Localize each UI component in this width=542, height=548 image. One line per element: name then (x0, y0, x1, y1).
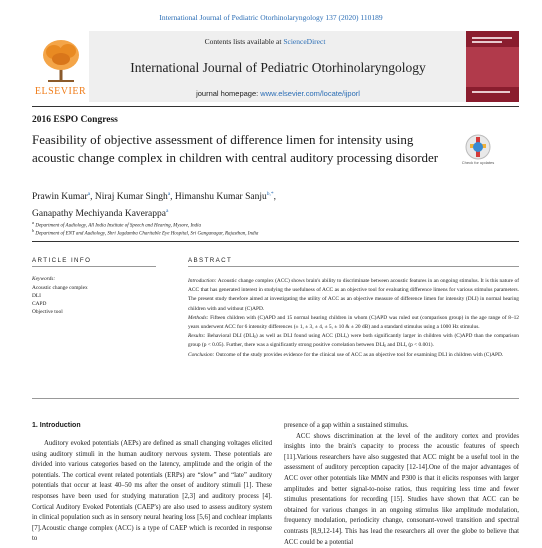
abstract-conclusion (188, 351, 519, 360)
author-list (32, 187, 432, 221)
abstract-section-label: Introduction: (188, 278, 217, 284)
journal-reference[interactable]: International Journal of Pediatric Otorhinolaryngology 137 (2020) 110189 (159, 13, 383, 22)
paper-title: Feasibility of objective assessment of difference limen for intensity using acoustic change complex in children with central auditory processing disorder (32, 132, 439, 165)
abstract-divider (32, 398, 519, 399)
cover-line (472, 41, 502, 43)
author-name[interactable]: Niraj Kumar Singh (94, 192, 168, 203)
author-affil-mark[interactable]: b,* (266, 191, 274, 197)
abstract-text: Fifteen children with (C)APD and 15 normal hearing children in whom (C)APD was ruled out (comparison group) in the age range of 8–12 years underwent ACC for 6 intensity differences (± 1, ± 3, ± 4, ± 5, ± 10 & ± 20 dB) and a standard stimulus using a 1000 Hz stimulus. (188, 314, 519, 331)
sciencedirect-link[interactable]: ScienceDirect (283, 37, 326, 46)
elsevier-logo[interactable] (32, 31, 89, 102)
body-paragraph: ACC shows discrimination at the level of the auditory cortex and provides insights into the brain's capacity to process the acoustic features of speech [11].Various researchers have also suggested that ACC might be a useful tool in the assessment of auditory perception capacity [12-14].One of the major advantages of ACC over other potentials like MMN and P300 is that it elicits responses with larger amplitudes and better signal-to-noise ratios, thus requiring less time and fewer stimulus presentations for recording [15]. Studies have shown that ACC can be obtained for various changes in an ongoing stimulus like amplitude modulation, frequency modulation, periodicity change, consonant-vowel transition and spectral contrasts [8,9,12-14]. This has lead the researchers all over the globe to believe that ACC could be a potential (284, 432, 519, 546)
body-column-right (284, 421, 519, 548)
abstract-rule (188, 266, 519, 267)
author-name[interactable]: Prawin Kumar (32, 192, 88, 203)
crossmark-label: Check for updates (461, 160, 495, 165)
body-paragraph: presence of a gap within a sustained stimulus. (284, 422, 409, 429)
author-affil-mark[interactable]: a (167, 191, 171, 197)
publisher-name: ELSEVIER (34, 86, 87, 97)
keyword-item: Objective tool (32, 309, 63, 315)
author-name[interactable]: Himanshu Kumar Sanju (174, 192, 267, 203)
article-info-heading: ARTICLE INFO (32, 257, 92, 264)
affiliation-text: Department of Audiology, All India Institute of Speech and Hearing, Mysore, India (35, 223, 202, 229)
affiliation-mark: a (32, 220, 35, 225)
cover-line (472, 91, 510, 93)
congress-label: 2016 ESPO Congress (32, 115, 118, 125)
contents-prefix: Contents lists available at (204, 37, 284, 46)
title-divider (32, 241, 519, 242)
keyword-item: CAPD (32, 301, 47, 307)
affiliation (32, 228, 258, 237)
abstract-section-label: Conclusion: (188, 351, 215, 358)
homepage-link[interactable]: www.elsevier.com/locate/ijporl (260, 89, 360, 98)
affiliation-mark: b (32, 228, 35, 233)
journal-cover-thumbnail[interactable] (466, 31, 519, 102)
contents-line (90, 37, 440, 46)
abstract-text: Acoustic change complex (ACC) shows brain's ability to discriminate between acoustic features in an ongoing stimulus. It is this nature of ACC that has generated interest in studying the usefulness of ACC as an objective tool for evaluating difference limens for various stimulus parameters. The present study therefore aimed at investigating the utility of ACC as an objective measure of difference limen for intensity (DLI) in normal hearing children with and without (C)APD. (188, 278, 519, 312)
abstract-introduction (188, 277, 519, 314)
keyword-item: DLI (32, 293, 41, 299)
author-affil-mark[interactable]: a (87, 191, 91, 197)
keyword-item: Acoustic change complex (32, 285, 88, 291)
abstract-methods (188, 314, 519, 332)
abstract-results (188, 332, 519, 350)
abstract-body (188, 277, 519, 360)
author-affil-mark[interactable]: a (166, 208, 169, 215)
keywords-label: Keywords: (32, 276, 56, 282)
article-info-rule (32, 266, 156, 267)
abstract-section-label: Methods: (188, 314, 209, 321)
abstract-text: Outcome of the study provides evidence for the clinical use of ACC as an objective tool for examining DLI in children with (C)APD. (215, 351, 504, 358)
elsevier-tree-icon (40, 37, 82, 83)
homepage-line (90, 89, 466, 98)
body-column-left (32, 439, 272, 545)
abstract-text: Behavioral DLI (DLIᵦ) as well as DLI found using ACC (DLIₐ) were both significantly larger in children with (C)APD than the comparison group (p < 0.05). Further, there was a significantly strong positive correlation between DLIᵦ and DLIₐ (p < 0.001). (188, 333, 519, 349)
body-paragraph: Auditory evoked potentials (AEPs) are defined as small changing voltages elicited using auditory stimuli in the human auditory nervous system. These potentials are divided into various categories based on the latency, amplitude and the origin of the potentials. The cortical event related potentials (ERPs) are “slow” and “late” auditory potentials that occur at least 40–50 ms after the onset of auditory stimuli [1]. These responses have been used for studying maturation [2,3] and auditory process [4]. Cortical Auditory Evoked Potentials (CAEP's) are also used to assess auditory system in clinical population such as in sensory neural hearing loss [5,6] and cochlear implants [7].Acoustic change complex (ACC) is a type of CAEP which is recorded in response to (32, 440, 272, 543)
author-name[interactable]: Ganapathy Mechiyanda Kaverappa (32, 209, 166, 220)
cover-line (472, 37, 512, 39)
abstract-heading: ABSTRACT (188, 257, 233, 264)
section-heading: 1. Introduction (32, 422, 81, 429)
author-line-1: Prawin Kumar$^a$, Niraj Kumar Singh$^a$, Himanshu Kumar Sanju$^{b,*}$, (32, 191, 276, 203)
journal-title: International Journal of Pediatric Otorhinolaryngology (130, 60, 426, 75)
cover-band (466, 47, 519, 87)
affiliation-text: Department of ENT and Audiology, Shri Jagdamba Charitable Eye Hospital, Sri Ganganagar, Rajasthan, India (35, 231, 259, 237)
header-divider (32, 106, 519, 107)
author-line-2 (32, 204, 432, 221)
abstract-section-label: Results: (188, 333, 206, 340)
homepage-prefix: journal homepage: (196, 89, 261, 98)
